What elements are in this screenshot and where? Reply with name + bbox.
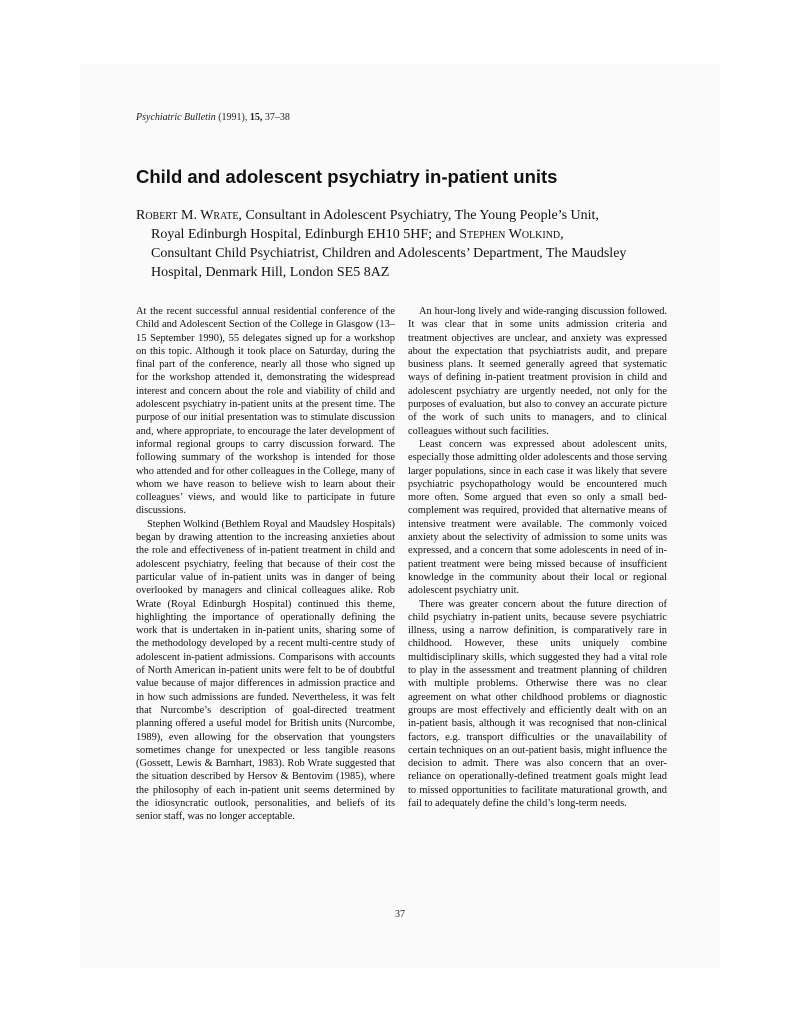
author-1-affiliation-a: Consultant in Adolescent Psychiatry, The Young People’s Unit, <box>245 208 599 223</box>
author-2-name: Stephen Wolkind, <box>459 227 564 242</box>
author-1-affiliation-b: Royal Edinburgh Hospital, Edinburgh EH10 5HF; and <box>151 227 456 242</box>
author-2-affiliation-b: Hospital, Denmark Hill, London SE5 8AZ <box>151 265 390 280</box>
paragraph: Stephen Wolkind (Bethlem Royal and Maudsley Hospitals) began by drawing attention to the increasing anxieties about the role and effectiveness of in-patient treatment in child and adolescent psychiatry, feeling that because of their cost the particular value of in-patient units was in danger of being overlooked by managers and clinical colleagues alike. Rob Wrate (Royal Edinburgh Hospital) continued this theme, highlighting the importance of operationally defining the work that is undertaken in in-patient units, sharing some of the methodology developed by a recent multi-centre study of adolescent in-patient admissions. Comparisons with accounts of North American in-patient units were felt to be of doubtful value because of major differences in admission practice and in how such admissions are funded. Nevertheless, it was felt that Nurcombe’s description of goal-directed treatment planning offered a useful model for British units (Nurcombe, 1989), even allowing for the observation that youngsters sometimes change for unexpected or less tangible reasons (Gossett, Lewis & Barnhart, 1983). Rob Wrate suggested that the situation described by Hersov & Bentovim (1985), where the philosophy of each in-patient unit seems determined by the idiosyncratic outlook, personalities, and beliefs of its senior staff, was no longer acceptable. <box>136 518 395 823</box>
journal-citation <box>136 112 290 123</box>
author-line-1 <box>136 206 676 225</box>
journal-name: Psychiatric Bulletin <box>136 112 216 123</box>
author-block <box>136 206 676 282</box>
right-column <box>408 305 667 810</box>
citation-pages: 37–38 <box>264 112 290 123</box>
article-title: Child and adolescent psychiatry in-patient units <box>136 166 558 187</box>
author-line-3 <box>136 244 676 263</box>
page-number: 37 <box>395 909 405 920</box>
author-line-2 <box>136 225 676 244</box>
paragraph: An hour-long lively and wide-ranging discussion followed. It was clear that in some units admission criteria and treatment objectives are unclear, and anxiety was expressed about the expectation that psychiatrists audit, and prepare business plans. It seemed generally agreed that systematic ways of defining in-patient treatment provision in child and adolescent psychiatry are urgently needed, not only for the purposes of evaluation, but also to convey an accurate picture of the work of such units to managers, and to clinical colleagues without such facilities. <box>408 306 667 437</box>
author-2-affiliation-a: Consultant Child Psychiatrist, Children and Adolescents’ Department, The Maudsley <box>151 246 627 261</box>
author-line-4 <box>136 263 676 282</box>
citation-volume: 15, <box>249 112 263 123</box>
citation-year: (1991), <box>218 112 248 123</box>
paragraph: There was greater concern about the future direction of child psychiatry in-patient units, because severe psychiatric illness, using a narrow definition, is comparatively rare in childhood. However, these units uniquely combine multidisciplinary skills, which suggested they had a vital role to play in the assessment and treatment planning of children with multiple problems. Otherwise there was no clear agreement on what other childhood problems or diagnostic groups are most effectively and efficiently dealt with on an in-patient basis, although it was recognised that non-clinical factors, e.g. transport difficulties or the unavailability of certain techniques on an out-patient basis, might influence the decision to admit. There was also concern that an over-reliance on operationally-defined treatment goals might lead to missed opportunities to facilitate maturational growth, and fail to adequately define the child’s long-term needs. <box>408 598 667 809</box>
paragraph: At the recent successful annual residential conference of the Child and Adolescent Section of the College in Glasgow (13–15 September 1990), 55 delegates signed up for a workshop on this topic. Although it took place on Saturday, during the final part of the conference, nearly all those who signed up for the workshop attended it, demonstrating the widespread interest and concern about the role and viability of child and adolescent psychiatry in-patient units at the present time. The purpose of our initial presentation was to stimulate discussion and, where appropriate, to encourage the later development of informal regional groups to carry discussion forward. The following summary of the workshop is intended for those who attended and for other colleagues in the College, many of whom we have reason to believe wish to learn about their colleagues’ views, and would like to participate in future discussions. <box>136 306 395 517</box>
author-1-name: Robert M. Wrate, <box>136 208 242 223</box>
paragraph: Least concern was expressed about adolescent units, especially those admitting older adolescents and those serving larger populations, since in each case it was likely that severe psychiatric psychopathology would be encountered much more often. Some argued that even so only a small bed-complement was required, provided that alternative means of intensive treatment were available. The commonly voiced anxiety about the selectivity of admission to some units was expressed, and a concern that some adolescents in need of in-patient treatment were being missed because of insufficient knowledge in the community about their local or regional adolescent psychiatry unit. <box>408 438 667 597</box>
left-column <box>136 305 395 824</box>
